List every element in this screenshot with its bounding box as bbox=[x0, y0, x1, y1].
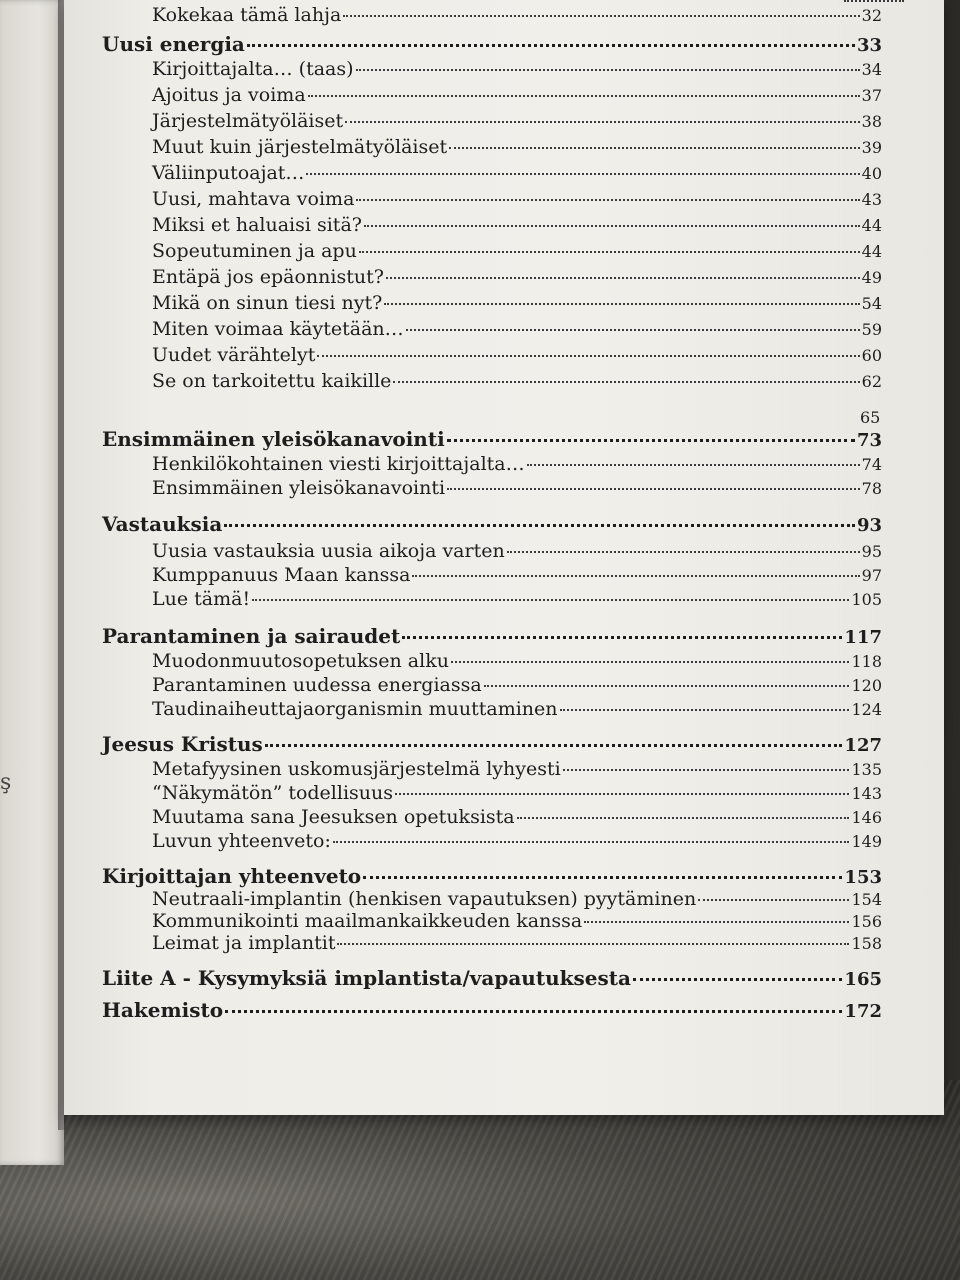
toc-section-entry[interactable] bbox=[152, 292, 882, 314]
toc-page-number: 117 bbox=[844, 627, 882, 648]
toc-page-number: 37 bbox=[861, 86, 882, 105]
toc-section-entry[interactable] bbox=[152, 58, 882, 80]
toc-entry-title: Parantaminen uudessa energiassa bbox=[152, 674, 482, 696]
toc-section-entry[interactable] bbox=[152, 370, 882, 392]
dot-leader bbox=[247, 44, 855, 47]
toc-section-entry[interactable] bbox=[152, 650, 882, 672]
toc-section-entry[interactable] bbox=[152, 674, 882, 696]
dot-leader bbox=[265, 744, 843, 747]
toc-section-entry[interactable] bbox=[152, 4, 882, 26]
toc-entry-title: “Näkymätön” todellisuus bbox=[152, 782, 394, 804]
dot-leader bbox=[395, 793, 849, 795]
toc-page-number: 33 bbox=[856, 35, 882, 56]
toc-page-number: 156 bbox=[851, 912, 882, 931]
toc-section-entry[interactable] bbox=[152, 782, 882, 804]
toc-chapter-entry[interactable] bbox=[102, 966, 882, 990]
toc-page bbox=[64, 0, 944, 1115]
toc-section-entry[interactable] bbox=[152, 136, 882, 158]
toc-chapter-entry[interactable] bbox=[102, 32, 882, 56]
toc-page-number: 62 bbox=[861, 372, 882, 391]
toc-entry-title: Sopeutuminen ja apu bbox=[152, 240, 357, 262]
toc-entry-title: Ajoitus ja voima bbox=[152, 84, 306, 106]
toc-page-number: 78 bbox=[861, 479, 882, 498]
toc-section-entry[interactable] bbox=[152, 318, 882, 340]
toc-page-number: 74 bbox=[861, 455, 882, 474]
toc-entry-title: Väliinputoajat… bbox=[152, 162, 305, 184]
dot-leader bbox=[563, 769, 850, 771]
dot-leader bbox=[363, 876, 842, 879]
toc-page-number: 153 bbox=[844, 867, 882, 888]
toc-page-number: 93 bbox=[856, 515, 882, 536]
toc-entry-title: Henkilökohtainen viesti kirjoittajalta… bbox=[152, 453, 525, 475]
toc-chapter-entry[interactable] bbox=[102, 998, 882, 1022]
toc-section-entry[interactable] bbox=[152, 453, 882, 475]
toc-page-number: 49 bbox=[861, 268, 882, 287]
dot-leader bbox=[306, 173, 859, 175]
toc-section-entry[interactable] bbox=[152, 266, 882, 288]
toc-chapter-entry[interactable] bbox=[102, 512, 882, 536]
toc-entry-title: Miksi et haluaisi sitä? bbox=[152, 214, 362, 236]
toc-chapter-entry[interactable] bbox=[102, 732, 882, 756]
toc-entry-title: Hakemisto bbox=[102, 998, 224, 1022]
toc-entry-title: Muodonmuutosopetuksen alku bbox=[152, 650, 449, 672]
toc-page-number: 165 bbox=[844, 969, 882, 990]
dot-leader bbox=[484, 685, 850, 687]
toc-section-entry[interactable] bbox=[152, 110, 882, 132]
toc-entry-title: Miten voimaa käytetään… bbox=[152, 318, 404, 340]
dot-leader bbox=[517, 817, 850, 819]
left-page-glyph: ş bbox=[0, 770, 12, 795]
toc-page-number: 39 bbox=[861, 138, 882, 157]
toc-page-number: 149 bbox=[851, 832, 882, 851]
toc-chapter-entry[interactable] bbox=[102, 864, 882, 888]
toc-section-entry[interactable] bbox=[152, 888, 882, 910]
dot-leader bbox=[560, 709, 850, 711]
dot-leader bbox=[345, 121, 860, 123]
toc-page-number: 120 bbox=[851, 676, 882, 695]
toc-page-number: 124 bbox=[851, 700, 882, 719]
toc-entry-title: Neutraali-implantin (henkisen vapautuksen) pyytäminen bbox=[152, 888, 697, 910]
dot-leader bbox=[451, 661, 850, 663]
dot-leader bbox=[252, 599, 849, 601]
toc-page-number: 172 bbox=[844, 1001, 882, 1022]
toc-page-number: 54 bbox=[861, 294, 882, 313]
dot-leader bbox=[584, 921, 849, 923]
dot-leader bbox=[507, 551, 860, 553]
toc-page-number: 158 bbox=[851, 934, 882, 953]
dot-leader bbox=[447, 488, 860, 490]
toc-entry-title: Kirjoittajan yhteenveto bbox=[102, 864, 362, 888]
toc-section-entry[interactable] bbox=[152, 214, 882, 236]
dot-leader bbox=[356, 199, 859, 201]
dot-leader bbox=[224, 524, 855, 527]
toc-page-number: 73 bbox=[856, 430, 882, 451]
toc-page-number: 34 bbox=[861, 60, 882, 79]
toc-page-number: 105 bbox=[851, 590, 882, 609]
toc-page-number: 97 bbox=[861, 566, 882, 585]
toc-entry-title: Parantaminen ja sairaudet bbox=[102, 624, 401, 648]
toc-section-entry[interactable] bbox=[152, 830, 882, 852]
toc-entry-title: Ensimmäinen yleisökanavointi bbox=[102, 427, 445, 451]
dot-leader bbox=[337, 943, 849, 945]
toc-page-number: 135 bbox=[851, 760, 882, 779]
toc-entry-title: Muut kuin järjestelmätyöläiset bbox=[152, 136, 448, 158]
toc-chapter-entry[interactable] bbox=[102, 624, 882, 648]
dot-leader bbox=[386, 277, 860, 279]
toc-section-entry[interactable] bbox=[152, 698, 882, 720]
toc-page-number: 146 bbox=[851, 808, 882, 827]
toc-entry-title: Uusi energia bbox=[102, 32, 245, 56]
toc-entry-title: Kommunikointi maailmankaikkeuden kanssa bbox=[152, 910, 583, 932]
dot-leader bbox=[698, 899, 849, 901]
dot-leader bbox=[356, 69, 860, 71]
toc-section-entry[interactable] bbox=[152, 806, 882, 828]
toc-entry-title: Vastauksia bbox=[102, 512, 223, 536]
dot-leader bbox=[402, 636, 842, 639]
toc-page-number: 60 bbox=[861, 346, 882, 365]
toc-entry-title: Uusia vastauksia uusia aikoja varten bbox=[152, 540, 505, 562]
toc-section-entry[interactable] bbox=[152, 240, 882, 262]
toc-entry-title: Ensimmäinen yleisökanavointi bbox=[152, 477, 446, 499]
toc-entry-title: Muutama sana Jeesuksen opetuksista bbox=[152, 806, 515, 828]
toc-entry-title: Uusi, mahtava voima bbox=[152, 188, 355, 210]
dot-leader bbox=[364, 225, 860, 227]
toc-page-number: 32 bbox=[861, 6, 882, 25]
toc-entry-title: Kirjoittajalta… (taas) bbox=[152, 58, 354, 80]
toc-page-number: 43 bbox=[861, 190, 882, 209]
top-leader-fragment bbox=[844, 0, 904, 2]
toc-entry-title: Uudet värähtelyt bbox=[152, 344, 316, 366]
toc-section-entry[interactable] bbox=[152, 910, 882, 932]
toc-entry-title: Metafyysinen uskomusjärjestelmä lyhyesti bbox=[152, 758, 561, 780]
toc-page-number: 118 bbox=[851, 652, 882, 671]
toc-entry-title: Entäpä jos epäonnistut? bbox=[152, 266, 384, 288]
toc-entry-title: Kumppanuus Maan kanssa bbox=[152, 564, 411, 586]
toc-entry-title: Jeesus Kristus bbox=[102, 732, 263, 756]
toc-page-number: 40 bbox=[861, 164, 882, 183]
toc-page-number: 154 bbox=[851, 890, 882, 909]
left-page-edge bbox=[0, 0, 64, 1165]
dot-leader bbox=[384, 303, 859, 305]
dot-leader bbox=[317, 355, 859, 357]
toc-entry-title: Lue tämä! bbox=[152, 588, 251, 610]
toc-page-number: 127 bbox=[844, 735, 882, 756]
toc-chapter-entry[interactable] bbox=[102, 427, 882, 451]
toc-entry-title: Luvun yhteenveto: bbox=[152, 830, 331, 852]
toc-entry-title: Taudinaiheuttajaorganismin muuttaminen bbox=[152, 698, 558, 720]
toc-page-number: 44 bbox=[861, 242, 882, 261]
toc-section-entry[interactable] bbox=[152, 588, 882, 610]
toc-section-entry[interactable] bbox=[152, 477, 882, 499]
dot-leader bbox=[412, 575, 859, 577]
dot-leader bbox=[333, 841, 850, 843]
toc-section-entry[interactable] bbox=[152, 540, 882, 562]
dot-leader bbox=[308, 95, 860, 97]
dot-leader bbox=[343, 15, 859, 17]
toc-entry-title: Kokekaa tämä lahja bbox=[152, 4, 342, 26]
toc-section-entry[interactable] bbox=[152, 188, 882, 210]
toc-section-entry[interactable] bbox=[152, 932, 882, 954]
toc-page-number: 95 bbox=[861, 542, 882, 561]
dot-leader bbox=[406, 329, 860, 331]
toc-entry-title: Leimat ja implantit bbox=[152, 932, 336, 954]
stray-page-number: 65 bbox=[860, 408, 881, 427]
dot-leader bbox=[393, 381, 859, 383]
toc-section-entry[interactable] bbox=[152, 758, 882, 780]
toc-page-number: 59 bbox=[861, 320, 882, 339]
dot-leader bbox=[633, 978, 843, 981]
toc-entry-title: Liite A - Kysymyksiä implantista/vapautuksesta bbox=[102, 966, 631, 990]
toc-section-entry[interactable] bbox=[152, 564, 882, 586]
dot-leader bbox=[449, 147, 860, 149]
toc-section-entry[interactable] bbox=[152, 84, 882, 106]
toc-page-number: 44 bbox=[861, 216, 882, 235]
toc-page-number: 38 bbox=[861, 112, 882, 131]
dot-leader bbox=[527, 464, 860, 466]
toc-entry-title: Se on tarkoitettu kaikille bbox=[152, 370, 392, 392]
dot-leader bbox=[359, 251, 860, 253]
toc-entry-title: Järjestelmätyöläiset bbox=[152, 110, 344, 132]
toc-section-entry[interactable] bbox=[152, 344, 882, 366]
dot-leader bbox=[225, 1010, 842, 1013]
toc-entry-title: Mikä on sinun tiesi nyt? bbox=[152, 292, 383, 314]
toc-page-number: 143 bbox=[851, 784, 882, 803]
toc-section-entry[interactable] bbox=[152, 162, 882, 184]
dot-leader bbox=[447, 439, 855, 442]
